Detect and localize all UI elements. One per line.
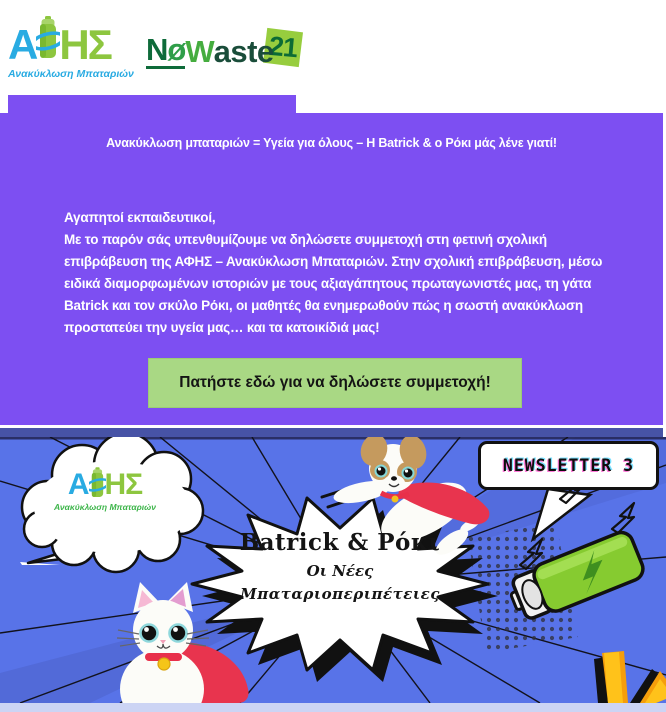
battery-icon xyxy=(36,16,60,66)
afis-logo-alpha: Α xyxy=(8,21,37,68)
newsletter-badge: NEWSLETTER 3 xyxy=(478,441,659,490)
battery-icon xyxy=(89,467,106,500)
afis-logo-subtitle: Ανακύκλωση Μπαταριών xyxy=(8,68,134,80)
register-cta-button[interactable]: Πατήστε εδώ για να δηλώσετε συμμετοχή! xyxy=(148,358,522,408)
hero-greeting: Αγαπητοί εκπαιδευτικοί, xyxy=(64,210,216,225)
afis-logo-hs: ΗΣ xyxy=(59,21,111,68)
divider-bar xyxy=(0,428,663,437)
hero-block xyxy=(0,113,663,425)
burst-line3: Μπαταριοπεριπέτειες xyxy=(240,585,440,603)
hero-body xyxy=(64,207,612,339)
hero-tab-decoration xyxy=(8,95,296,113)
afis-logo[interactable] xyxy=(8,16,138,80)
burst-title: Batrick & Ρόκι xyxy=(239,529,441,556)
afis-logo-bubble: Α ΗΣ Ανακύκλωση Μπαταριών xyxy=(54,468,156,512)
bottom-strip xyxy=(0,703,666,712)
nowaste-green-square: 21 xyxy=(263,27,303,66)
comic-illustration xyxy=(0,437,666,703)
nowaste21-logo[interactable]: Nø W aste 21 xyxy=(146,26,301,76)
burst-line2: Οι Νέες xyxy=(306,562,374,580)
hero-paragraph: Με το παρόν σάς υπενθυμίζουμε να δηλώσετε συμμετοχή στη φετινή σχολική επιβράβευση της ΑΦΗΣ – Ανακύκλωση Μπαταριών. Στην σχολική επιβράβευση, μέσω ειδικά διαμορφωμένων ιστοριών με τους αξιαγάπητους πρωταγωνιστές μας, τη γάτα Batrick και τον σκύλο Ρόκι, οι μαθητές θα ενημερωθούν πώς η σωστή ανακύκλωση προστατεύει την υγεία μας… και τα κατοικίδιά μας! xyxy=(64,232,603,335)
hero-title: Ανακύκλωση μπαταριών = Υγεία για όλους – Η Batrick & ο Ρόκι μάς λένε γιατί! xyxy=(106,136,557,150)
burst-text xyxy=(213,529,467,603)
nowaste-no: Nø xyxy=(146,31,186,67)
